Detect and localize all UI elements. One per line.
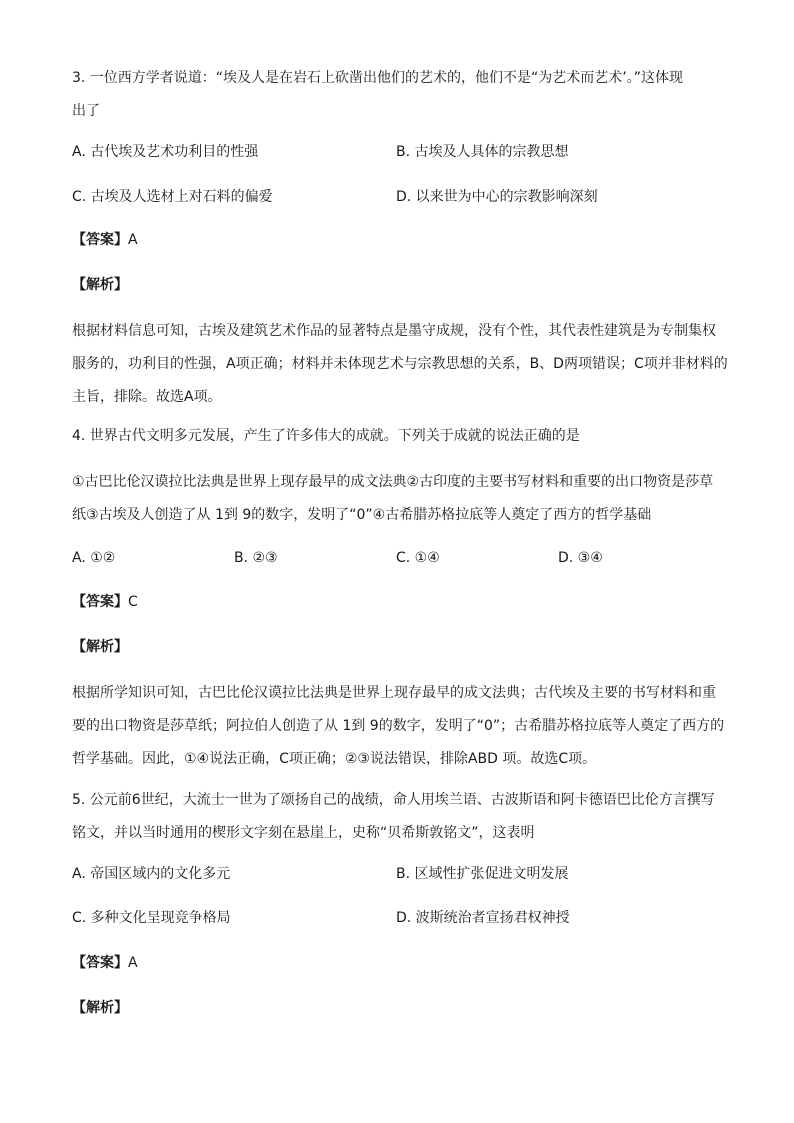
- q3-options-row1: [72, 140, 732, 164]
- q5-analysis-label: 【解析】: [72, 1000, 128, 1016]
- q4-material-line1: ①古巴比伦汉谟拉比法典是世界上现存最早的成文法典②古印度的主要书写材料和重要的出口物资是莎草: [72, 474, 714, 490]
- q5-answer-label: 【答案】: [72, 955, 128, 971]
- q3-answer-label: 【答案】: [72, 232, 128, 248]
- q5-option-d: D. 波斯统治者宣扬君权神授: [396, 910, 570, 926]
- q4-analysis-line2: 要的出口物资是莎草纸；阿拉伯人创造了从 1到 9的数字，发明了“0”；古希腊苏格拉底等人奠定了西方的: [72, 718, 725, 734]
- q4-option-d: D. ③④: [558, 550, 603, 566]
- q3-option-c: C. 古埃及人选材上对石料的偏爱: [72, 189, 273, 205]
- q5-options-row2: [72, 906, 732, 930]
- q3-options-row2: [72, 185, 732, 209]
- q4-options-row: [72, 546, 732, 570]
- q4-analysis-label: 【解析】: [72, 639, 128, 655]
- q3-answer: [72, 228, 138, 252]
- q5-answer: [72, 951, 138, 975]
- q3-option-b: B. 古埃及人具体的宗教思想: [396, 144, 569, 160]
- q3-stem-line1: 3. 一位西方学者说道：“埃及人是在岩石上砍凿出他们的艺术的，他们不是“为艺术而艺术’。”这体现: [72, 70, 684, 86]
- q3-option-d: D. 以来世为中心的宗教影响深刻: [396, 189, 598, 205]
- q4-answer: [72, 590, 138, 614]
- q3-analysis: [72, 315, 732, 414]
- q4-answer-value: C: [128, 594, 138, 610]
- q4-material: [72, 466, 732, 532]
- q5-option-c: C. 多种文化呈现竞争格局: [72, 910, 231, 926]
- q4-option-b: B. ②③: [234, 550, 278, 566]
- q5-option-b: B. 区域性扩张促进文明发展: [396, 866, 569, 882]
- q4-option-a: A. ①②: [72, 550, 116, 566]
- q4-stem: 4. 世界古代文明多元发展，产生了许多伟大的成就。下列关于成就的说法正确的是: [72, 428, 580, 444]
- q5-stem: [72, 784, 732, 850]
- q3-option-a: A. 古代埃及艺术功利目的性强: [72, 144, 259, 160]
- q5-answer-value: A: [128, 955, 138, 971]
- q3-analysis-label: 【解析】: [72, 277, 128, 293]
- q4-material-line2: 纸③古埃及人创造了从 1到 9的数字，发明了“0”④古希腊苏格拉底等人奠定了西方的哲学基础: [72, 507, 652, 523]
- q3-analysis-line3: 主旨，排除。故选A项。: [72, 389, 222, 405]
- q5-options-row1: [72, 862, 732, 886]
- q4-answer-label: 【答案】: [72, 594, 128, 610]
- q4-analysis-line1: 根据所学知识可知，古巴比伦汉谟拉比法典是世界上现存最早的成文法典；古代埃及主要的书写材料和重: [72, 685, 716, 701]
- q3-stem: [72, 62, 732, 128]
- q4-option-c: C. ①④: [396, 550, 440, 566]
- q3-analysis-line1: 根据材料信息可知，古埃及建筑艺术作品的显著特点是墨守成规，没有个性，其代表性建筑是为专制集权: [72, 323, 716, 339]
- q4-analysis: [72, 677, 732, 776]
- q5-stem-line2: 铭文，并以当时通用的楔形文字刻在悬崖上，史称“贝希斯敦铭文”，这表明: [72, 825, 535, 841]
- q5-option-a: A. 帝国区域内的文化多元: [72, 866, 231, 882]
- q4-analysis-line3: 哲学基础。因此，①④说法正确，C项正确；②③说法错误，排除ABD 项。故选C项。: [72, 751, 597, 767]
- q3-answer-value: A: [128, 232, 138, 248]
- q3-analysis-line2: 服务的，功利目的性强，A项正确；材料并未体现艺术与宗教思想的关系，B、D两项错误；C项并非材料的: [72, 356, 728, 372]
- q3-stem-line2: 出了: [72, 103, 100, 119]
- q5-stem-line1: 5. 公元前6世纪，大流士一世为了颂扬自己的战绩，命人用埃兰语、古波斯语和阿卡德语巴比伦方言撰写: [72, 792, 715, 808]
